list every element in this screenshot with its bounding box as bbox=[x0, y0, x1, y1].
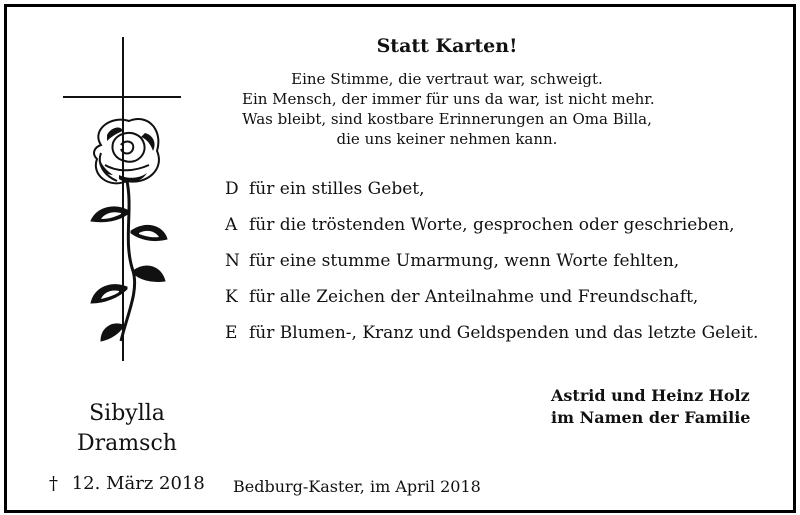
thanks-item bbox=[225, 179, 425, 199]
death-date: 12. März 2018 bbox=[71, 473, 205, 494]
thanks-letter: A bbox=[225, 215, 238, 235]
signer-line: Astrid und Heinz Holz bbox=[551, 386, 750, 405]
thanks-text: für eine stumme Umarmung, wenn Worte fehlten, bbox=[249, 251, 680, 271]
death-date-line bbox=[49, 473, 205, 494]
dagger-icon: † bbox=[49, 473, 58, 494]
thanks-item bbox=[225, 323, 758, 343]
thanks-text: für alle Zeichen der Anteilnahme und Freundschaft, bbox=[249, 287, 699, 307]
signers bbox=[551, 385, 791, 429]
thanks-letter: D bbox=[225, 179, 239, 199]
thanks-item bbox=[225, 287, 698, 307]
thanks-text: für Blumen-, Kranz und Geldspenden und das letzte Geleit. bbox=[249, 323, 759, 343]
poem-line: Was bleibt, sind kostbare Erinnerungen an Oma Billa, bbox=[242, 110, 652, 128]
poem-line: Ein Mensch, der immer für uns da war, ist nicht mehr. bbox=[242, 90, 655, 108]
deceased-last-name: Dramsch bbox=[77, 431, 177, 456]
poem-line: die uns keiner nehmen kann. bbox=[336, 130, 558, 148]
poem-line: Eine Stimme, die vertraut war, schweigt. bbox=[291, 70, 603, 88]
thanks-letter: E bbox=[225, 323, 238, 343]
poem bbox=[242, 69, 655, 149]
thanks-item bbox=[225, 215, 735, 235]
thanks-letter: K bbox=[225, 287, 238, 307]
thanks-text: für ein stilles Gebet, bbox=[249, 179, 425, 199]
thanks-text: für die tröstenden Worte, gesprochen oder geschrieben, bbox=[249, 215, 735, 235]
signer-line: im Namen der Familie bbox=[551, 408, 751, 427]
cross-with-rose-icon bbox=[61, 35, 191, 365]
obituary-card bbox=[4, 4, 796, 513]
deceased-first-name: Sibylla bbox=[89, 401, 165, 426]
notice-title: Statt Karten! bbox=[376, 35, 518, 57]
thanks-item bbox=[225, 251, 679, 271]
place-date: Bedburg-Kaster, im April 2018 bbox=[233, 477, 481, 496]
thanks-letter: N bbox=[225, 251, 240, 271]
deceased-name bbox=[47, 399, 207, 459]
